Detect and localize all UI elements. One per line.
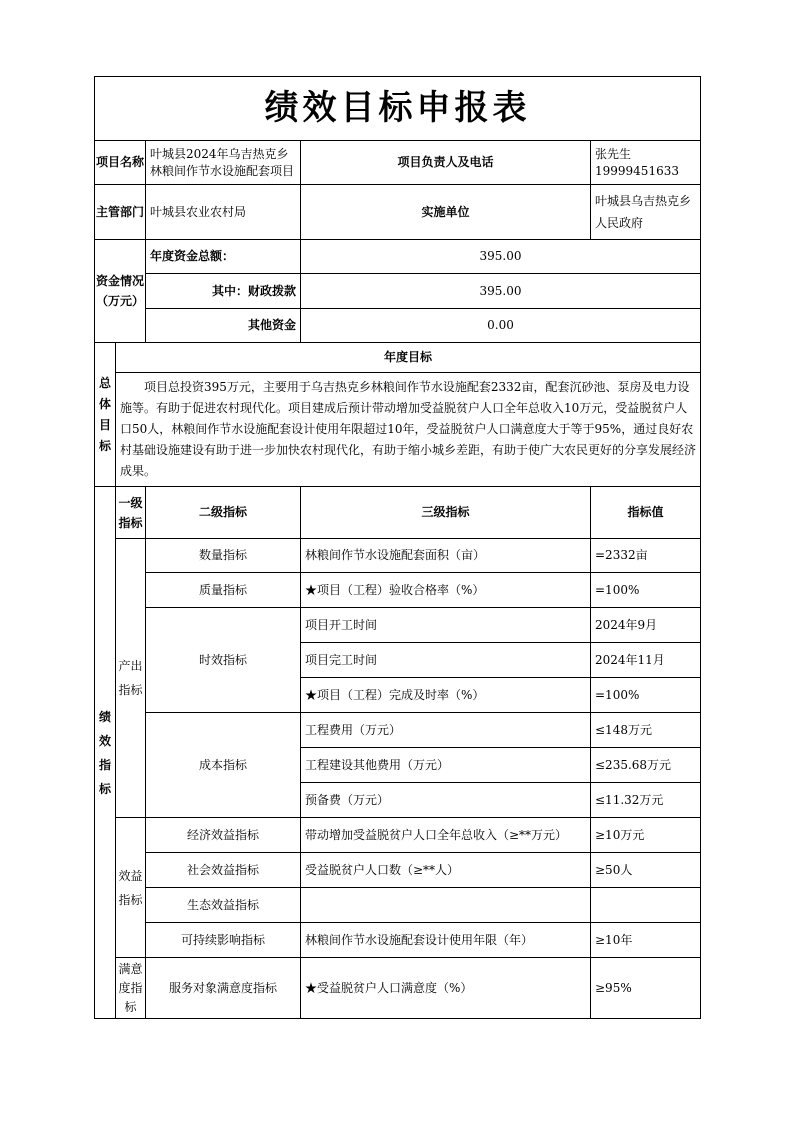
- overall-goal-label: [95, 343, 116, 487]
- timeliness-item: ★项目（工程）完成及时率（%）: [301, 678, 591, 713]
- annual-goal-header: 年度目标: [116, 343, 701, 373]
- eco-value: [591, 888, 701, 923]
- funds-label: [95, 240, 146, 343]
- service-label: 服务对象满意度指标: [146, 958, 301, 1019]
- page-title: 绩效目标申报表: [95, 77, 701, 141]
- timeliness-value: 2024年9月: [591, 608, 701, 643]
- contact-label: 项目负责人及电话: [301, 141, 591, 185]
- economic-item: 带动增加受益脱贫户人口全年总收入（≥**万元）: [301, 818, 591, 853]
- sustain-label: 可持续影响指标: [146, 923, 301, 958]
- funds-label-line1: 资金情况: [95, 274, 144, 288]
- timeliness-label: 时效指标: [146, 608, 301, 713]
- quantity-item: 林粮间作节水设施配套面积（亩）: [301, 539, 591, 573]
- funds-fiscal-value: 395.00: [301, 274, 701, 309]
- cost-label: 成本指标: [146, 713, 301, 818]
- timeliness-value: =100%: [591, 678, 701, 713]
- cost-value: ≤11.32万元: [591, 783, 701, 818]
- cost-item: 工程费用（万元）: [301, 713, 591, 748]
- quality-label: 质量指标: [146, 573, 301, 608]
- output-label: [116, 539, 146, 818]
- satisfaction-label: [116, 958, 146, 1019]
- social-value: ≥50人: [591, 853, 701, 888]
- benefit-label-text: 效益指标: [118, 868, 143, 907]
- funds-fiscal-label: 其中：财政拨款: [146, 274, 301, 309]
- service-value: ≥95%: [591, 958, 701, 1019]
- annual-goal-text: 项目总投资395万元，主要用于乌吉热克乡林粮间作节水设施配套2332亩，配套沉砂池、泵房及电力设施等。有助于促进农村现代化。项目建成后预计带动增加受益脱贫户人口全年总收入10万元，受益脱贫户人口50人，林粮间作节水设施配套设计使用年限超过10年，受益脱贫户人口满意度大于等于95%，通过良好农村基础设施建设有助于进一步加快农村现代化，有助于缩小城乡差距，有助于使广大农民更好的分享发展经济成果。: [116, 373, 701, 487]
- project-name-label: 项目名称: [95, 141, 146, 185]
- value-header: 指标值: [591, 487, 701, 539]
- quality-value: =100%: [591, 573, 701, 608]
- impl-label: 实施单位: [301, 185, 591, 240]
- level2-header: 二级指标: [146, 487, 301, 539]
- performance-form: [94, 76, 700, 1019]
- quantity-label: 数量指标: [146, 539, 301, 573]
- level1-header-text: 一级指标: [118, 495, 143, 530]
- level3-header: 三级指标: [301, 487, 591, 539]
- cost-value: ≤235.68万元: [591, 748, 701, 783]
- perf-label-text: 绩效指标: [98, 709, 111, 796]
- funds-total-value: 395.00: [301, 240, 701, 274]
- benefit-label: [116, 818, 146, 958]
- funds-total-label: 年度资金总额：: [146, 240, 301, 274]
- form-table: [94, 76, 701, 1019]
- output-label-text: 产出指标: [118, 659, 143, 697]
- economic-value: ≥10万元: [591, 818, 701, 853]
- social-item: 受益脱贫户人口数（≥**人）: [301, 853, 591, 888]
- sustain-item: 林粮间作节水设施配套设计使用年限（年）: [301, 923, 591, 958]
- satisfaction-label-text: 满意度指标: [118, 961, 143, 1014]
- dept-value: 叶城县农业农村局: [146, 185, 301, 240]
- perf-label: [95, 487, 116, 1019]
- funds-other-value: 0.00: [301, 309, 701, 343]
- overall-goal-label-text: 总体目标: [98, 375, 111, 453]
- timeliness-item: 项目完工时间: [301, 643, 591, 678]
- service-item: ★受益脱贫户人口满意度（%）: [301, 958, 591, 1019]
- social-label: 社会效益指标: [146, 853, 301, 888]
- quantity-value: =2332亩: [591, 539, 701, 573]
- contact-value: 张先生 19999451633: [591, 141, 701, 185]
- timeliness-value: 2024年11月: [591, 643, 701, 678]
- quality-item: ★项目（工程）验收合格率（%）: [301, 573, 591, 608]
- level1-header: [116, 487, 146, 539]
- project-name-value: 叶城县2024年乌吉热克乡林粮间作节水设施配套项目: [146, 141, 301, 185]
- dept-label: 主管部门: [95, 185, 146, 240]
- cost-value: ≤148万元: [591, 713, 701, 748]
- cost-item: 预备费（万元）: [301, 783, 591, 818]
- timeliness-item: 项目开工时间: [301, 608, 591, 643]
- funds-other-label: 其他资金: [146, 309, 301, 343]
- sustain-value: ≥10年: [591, 923, 701, 958]
- impl-value: 叶城县乌吉热克乡人民政府: [591, 185, 701, 240]
- eco-item: [301, 888, 591, 923]
- funds-label-line2: （万元）: [95, 294, 144, 308]
- economic-label: 经济效益指标: [146, 818, 301, 853]
- eco-label: 生态效益指标: [146, 888, 301, 923]
- cost-item: 工程建设其他费用（万元）: [301, 748, 591, 783]
